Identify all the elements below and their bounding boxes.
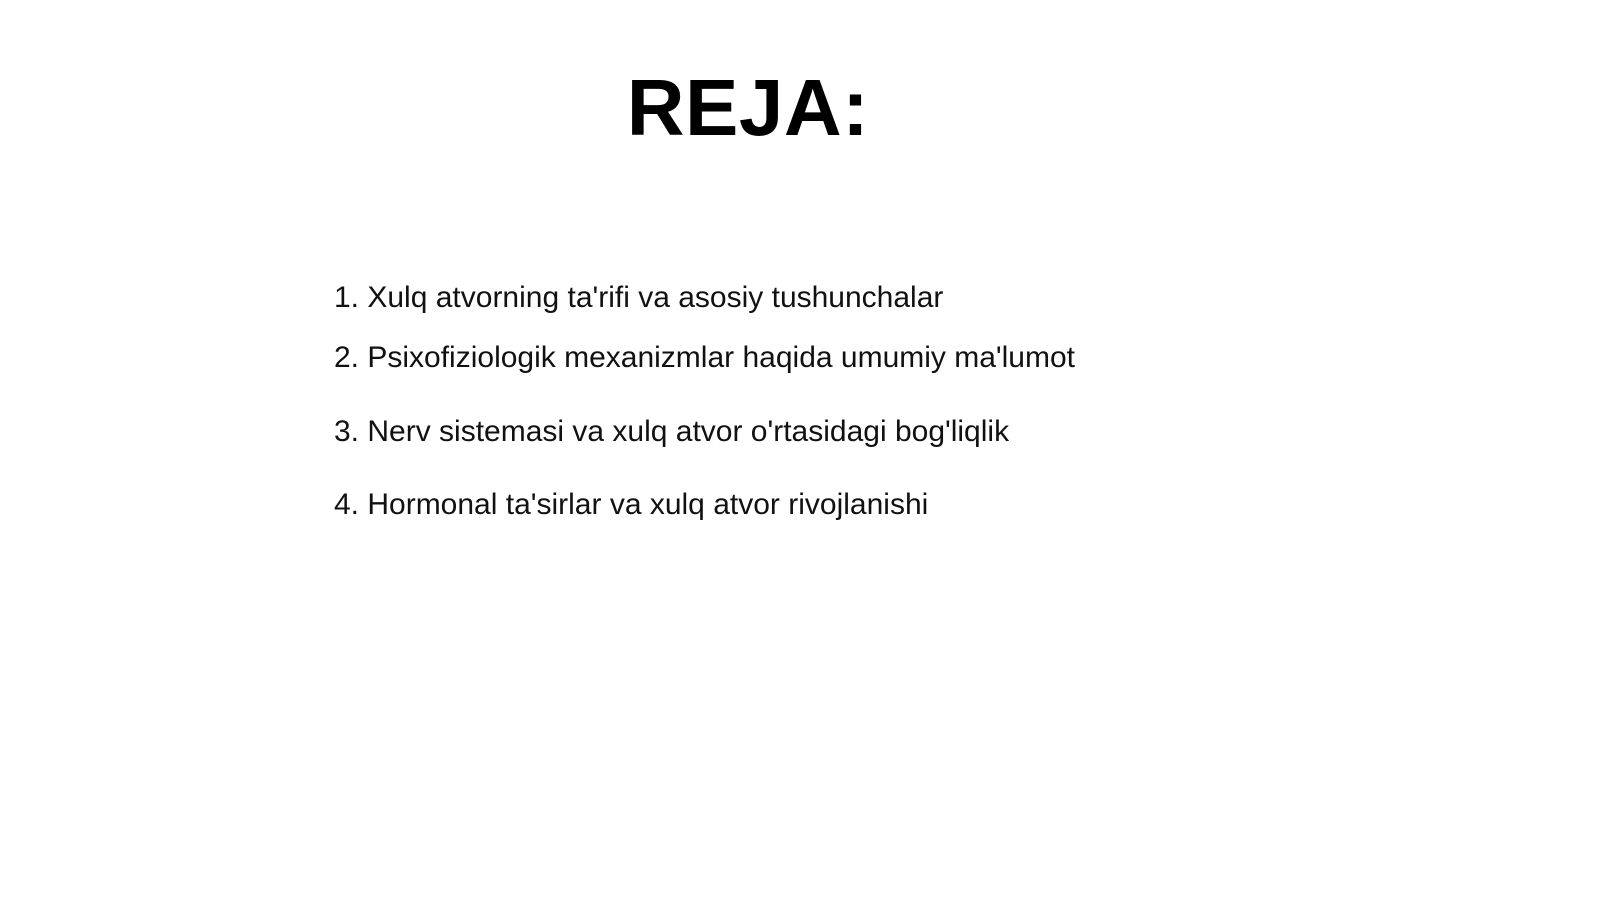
plan-item-2: 2. Psixofiziologik mexanizmlar haqida umumiy ma'lumot [334, 341, 1076, 374]
plan-item-1: 1. Xulq atvorning ta'rifi va asosiy tushunchalar [334, 281, 944, 314]
slide-title: REJA: [626, 63, 870, 152]
plan-item-4: 4. Hormonal ta'sirlar va xulq atvor rivojlanishi [334, 488, 929, 521]
plan-item-3: 3. Nerv sistemasi va xulq atvor o'rtasidagi bog'liqlik [334, 415, 1010, 448]
